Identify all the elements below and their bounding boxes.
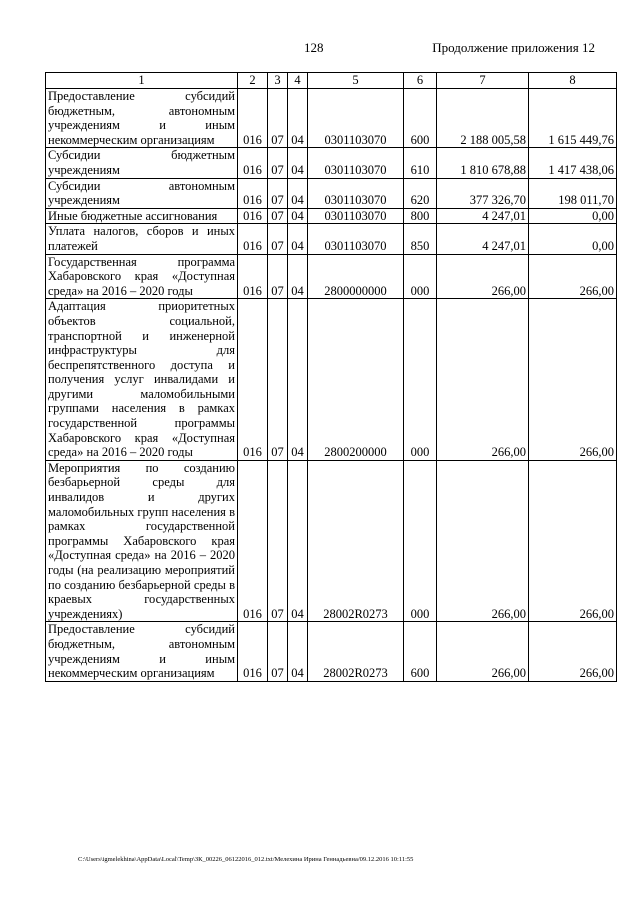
amount-col8: 0,00 <box>529 208 617 224</box>
table-row <box>46 89 617 148</box>
target-article-code: 0301103070 <box>308 178 404 208</box>
amount-col7: 266,00 <box>437 299 529 461</box>
section-code: 07 <box>268 148 288 178</box>
amount-col8: 266,00 <box>529 254 617 299</box>
ministry-code: 016 <box>238 460 268 622</box>
amount-col8: 1 615 449,76 <box>529 89 617 148</box>
budget-table <box>45 72 617 682</box>
amount-col7: 266,00 <box>437 622 529 681</box>
amount-col7: 4 247,01 <box>437 224 529 254</box>
row-name: Адаптация приоритетных объектов социальной, транспортной и инженерной инфраструктуры для беспрепятственного доступа и получения услуг инвалидами и другими маломобильными группами населения в рамках государственной программы Хабаровского края «Доступная среда» на 2016 – 2020 годы <box>46 299 238 461</box>
table-row <box>46 299 617 461</box>
amount-col8: 266,00 <box>529 460 617 622</box>
amount-col7: 377 326,70 <box>437 178 529 208</box>
appendix-continuation-label: Продолжение приложения 12 <box>432 40 595 55</box>
section-code: 07 <box>268 224 288 254</box>
expense-type-code: 000 <box>404 299 437 461</box>
target-article-code: 28002R0273 <box>308 460 404 622</box>
expense-type-code: 620 <box>404 178 437 208</box>
section-code: 07 <box>268 299 288 461</box>
ministry-code: 016 <box>238 89 268 148</box>
amount-col7: 2 188 005,58 <box>437 89 529 148</box>
amount-col8: 266,00 <box>529 622 617 681</box>
column-header: 3 <box>268 73 288 89</box>
target-article-code: 28002R0273 <box>308 622 404 681</box>
ministry-code: 016 <box>238 224 268 254</box>
ministry-code: 016 <box>238 208 268 224</box>
table-row <box>46 224 617 254</box>
expense-type-code: 850 <box>404 224 437 254</box>
subsection-code: 04 <box>288 254 308 299</box>
section-code: 07 <box>268 254 288 299</box>
subsection-code: 04 <box>288 224 308 254</box>
section-code: 07 <box>268 178 288 208</box>
target-article-code: 0301103070 <box>308 148 404 178</box>
row-name: Предоставление субсидий бюджетным, автономным учреждениям и иным некоммерческим организациям <box>46 89 238 148</box>
subsection-code: 04 <box>288 622 308 681</box>
table-row <box>46 178 617 208</box>
expense-type-code: 610 <box>404 148 437 178</box>
subsection-code: 04 <box>288 89 308 148</box>
section-code: 07 <box>268 208 288 224</box>
row-name: Уплата налогов, сборов и иных платежей <box>46 224 238 254</box>
expense-type-code: 600 <box>404 622 437 681</box>
column-header: 4 <box>288 73 308 89</box>
subsection-code: 04 <box>288 299 308 461</box>
table-row <box>46 460 617 622</box>
column-header: 2 <box>238 73 268 89</box>
column-header: 1 <box>46 73 238 89</box>
ministry-code: 016 <box>238 299 268 461</box>
row-name: Иные бюджетные ассигнования <box>46 208 238 224</box>
column-header: 5 <box>308 73 404 89</box>
ministry-code: 016 <box>238 148 268 178</box>
amount-col8: 1 417 438,06 <box>529 148 617 178</box>
expense-type-code: 000 <box>404 254 437 299</box>
row-name: Субсидии автономным учреждениям <box>46 178 238 208</box>
row-name: Государственная программа Хабаровского края «Доступная среда» на 2016 – 2020 годы <box>46 254 238 299</box>
target-article-code: 2800000000 <box>308 254 404 299</box>
amount-col7: 4 247,01 <box>437 208 529 224</box>
section-code: 07 <box>268 89 288 148</box>
table-row <box>46 254 617 299</box>
row-name: Субсидии бюджетным учреждениям <box>46 148 238 178</box>
page-number: 128 <box>304 40 324 55</box>
expense-type-code: 800 <box>404 208 437 224</box>
column-header: 8 <box>529 73 617 89</box>
amount-col7: 266,00 <box>437 460 529 622</box>
amount-col7: 266,00 <box>437 254 529 299</box>
expense-type-code: 600 <box>404 89 437 148</box>
ministry-code: 016 <box>238 178 268 208</box>
row-name: Мероприятия по созданию безбарьерной среды для инвалидов и других маломобильных групп населения в рамках государственной программы Хабаровского края «Доступная среда» на 2016 – 2020 годы (на реализацию мероприятий по созданию безбарьерной среды в краевых государственных учреждениях) <box>46 460 238 622</box>
target-article-code: 0301103070 <box>308 224 404 254</box>
section-code: 07 <box>268 622 288 681</box>
subsection-code: 04 <box>288 148 308 178</box>
table-row <box>46 208 617 224</box>
row-name: Предоставление субсидий бюджетным, автономным учреждениям и иным некоммерческим организациям <box>46 622 238 681</box>
subsection-code: 04 <box>288 208 308 224</box>
amount-col8: 266,00 <box>529 299 617 461</box>
target-article-code: 0301103070 <box>308 89 404 148</box>
amount-col7: 1 810 678,88 <box>437 148 529 178</box>
subsection-code: 04 <box>288 460 308 622</box>
amount-col8: 198 011,70 <box>529 178 617 208</box>
table-row <box>46 148 617 178</box>
ministry-code: 016 <box>238 254 268 299</box>
table-header-row <box>46 73 617 89</box>
column-header: 6 <box>404 73 437 89</box>
amount-col8: 0,00 <box>529 224 617 254</box>
ministry-code: 016 <box>238 622 268 681</box>
target-article-code: 2800200000 <box>308 299 404 461</box>
expense-type-code: 000 <box>404 460 437 622</box>
file-path-footer: C:\Users\igmelekhina\AppData\Local\Temp\ЗК_00226_06122016_012.txt/Мелехина Ирина Геннадьевна/09.12.2016 10:11:55 <box>78 856 414 863</box>
table-row <box>46 622 617 681</box>
section-code: 07 <box>268 460 288 622</box>
subsection-code: 04 <box>288 178 308 208</box>
column-header: 7 <box>437 73 529 89</box>
target-article-code: 0301103070 <box>308 208 404 224</box>
